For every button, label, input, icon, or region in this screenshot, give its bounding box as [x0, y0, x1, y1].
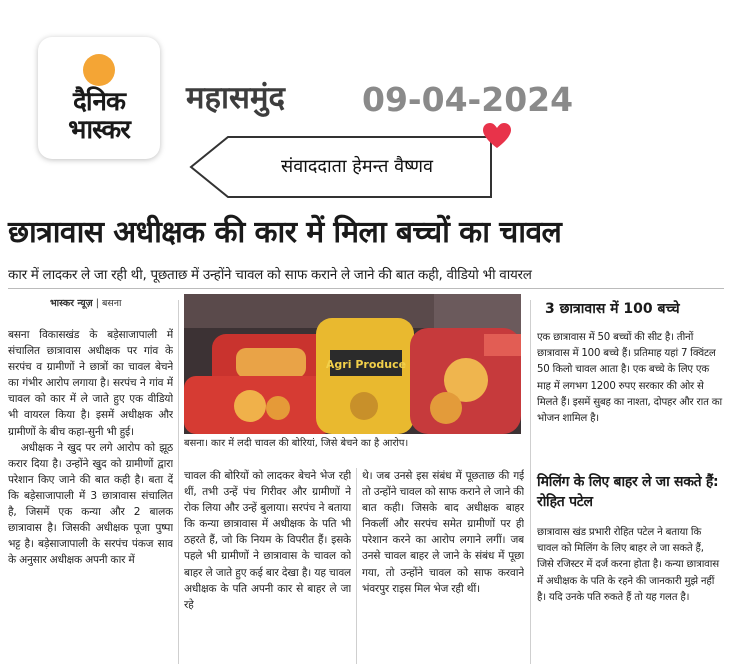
column-divider [178, 300, 179, 664]
article-headline: छात्रावास अधीक्षक की कार में मिला बच्चों का चावल [8, 215, 562, 250]
side-heading-milling: मिलिंग के लिए बाहर ले जा सकते हैं: रोहित पटेल [537, 474, 719, 510]
headline-divider [8, 288, 724, 289]
column-divider [530, 300, 531, 664]
heart-icon [483, 123, 511, 149]
side-text-hostel-children: एक छात्रावास में 50 बच्चों की सीट है। तीनों छात्रावास में 100 बच्चे हैं। प्रतिमाह यहां 7 क्विंटल 50 किलो चावल आता है। एक बच्चे के लिए एक माह में लगभग 1200 रुपए सरकार की ओर से मिलते हैं। इसमें सुबह का नाश्ता, दोपहर और रात का भोजन शामिल है। [537, 332, 722, 425]
article-paragraph: चावल की बोरियों को लादकर बेचने भेज रही थीं, तभी उन्हें पंच गिरीवर और ग्रामीणों ने रोक लिया और उन्हें बुलाया। सरपंच ने बताया कि कन्या छात्रावास में अधीक्षक के पति भी ठहरते हैं, जो कि नियम के विपरीत हैं। इसके पहले भी ग्रामीणों ने छात्रावास के चावल को बाहर ले जाते हुए कई बार देखा है। यह चावल अधीक्षक के पति अपनी कार से बाहर ले जा रहे [184, 470, 351, 611]
dainik-bhaskar-logo [38, 37, 160, 159]
article-subheadline: कार में लादकर ले जा रही थी, पूछताछ में उन्होंने चावल को साफ कराने ले जाने की बात कही, वीडियो भी वायरल [8, 267, 532, 283]
article-paragraph: अधीक्षक ने खुद पर लगे आरोप को झूठ करार दिया है। उन्होंने खुद को ग्रामीणों द्वारा परेशान किए जाने की बात कही है। बता दें कि बड़ेसाजापाली में 3 छात्रावास संचालित है, जिसमें एक कन्या और 2 बालक छात्रावास है। जिसकी अधीक्षक पूजा पुष्पा भट्ट है। बड़ेसाजापाली के सरपंच पंकज साव के अनुसार अधीक्षक अपनी कार में [8, 441, 173, 567]
logo-text-line2: भास्कर [68, 115, 130, 145]
edition-place: महासमुंद [186, 80, 285, 116]
column-divider [356, 468, 357, 664]
article-photo [184, 294, 521, 434]
article-column-2 [184, 468, 351, 664]
photo-caption: बसना। कार में लदी चावल की बोरियां, जिसे बेचने का है आरोप। [184, 438, 409, 449]
side-heading-hostel-children: 3 छात्रावास में 100 बच्चे [545, 301, 680, 317]
logo-text-line1: दैनिक [73, 87, 125, 117]
rice-bags-in-car-image [184, 294, 521, 434]
sun-logo-icon [83, 54, 115, 86]
article-paragraph: बसना विकासखंड के बड़ेसाजापाली में संचालित छात्रावास अधीक्षक पर गांव के सरपंच व ग्रामीणों ने छात्रों का चावल बेचने का गंभीर आरोप लगाया है। सरपंच ने गांव में चावल को कार में ले जाते हुए एक वीडियो भी वायरल किया है। इसमें अधीक्षक और ग्रामीणों के बीच कहा-सुनी भी हुई। [8, 329, 173, 438]
article-column-1 [8, 327, 173, 664]
article-paragraph: थे। जब उनसे इस संबंध में पूछताछ की गई तो उन्होंने चावल को साफ कराने ले जाने की बात कही। जिसके बाद अधीक्षक बाहर निकलीं और सरपंच समेत ग्रामीणों पर ही परेशान करने का आरोप लगाने लगीं। जब उनसे चावल बाहर ले जाने के संबंध में पूछा गया, तो उन्होंने चावल को साफ करवाने भंवरपुर राइस मिल भेज रही थीं। [362, 470, 524, 595]
article-column-3 [362, 468, 524, 664]
side-text-milling: छात्रावास खंड प्रभारी रोहित पटेल ने बताया कि चावल को मिलिंग के लिए बाहर ले जा सकते हैं, जिसे रजिस्टर में दर्ज करना होता है। कन्या छात्रावास में अधीक्षक के पति के रहने की जानकारी मुझे नहीं है। यदि उनके पति रुकते हैं तो यह गलत है। [537, 527, 719, 603]
edition-date: 09-04-2024 [362, 80, 574, 119]
byline: भास्कर न्यूज़ | बसना [50, 298, 122, 309]
byline-source: भास्कर न्यूज़ [50, 298, 93, 309]
photo-bag-label: Agri Produce [325, 358, 407, 371]
reporter-name: संवाददाता हेमन्त वैष्णव [281, 156, 433, 177]
byline-place: बसना [101, 298, 122, 309]
